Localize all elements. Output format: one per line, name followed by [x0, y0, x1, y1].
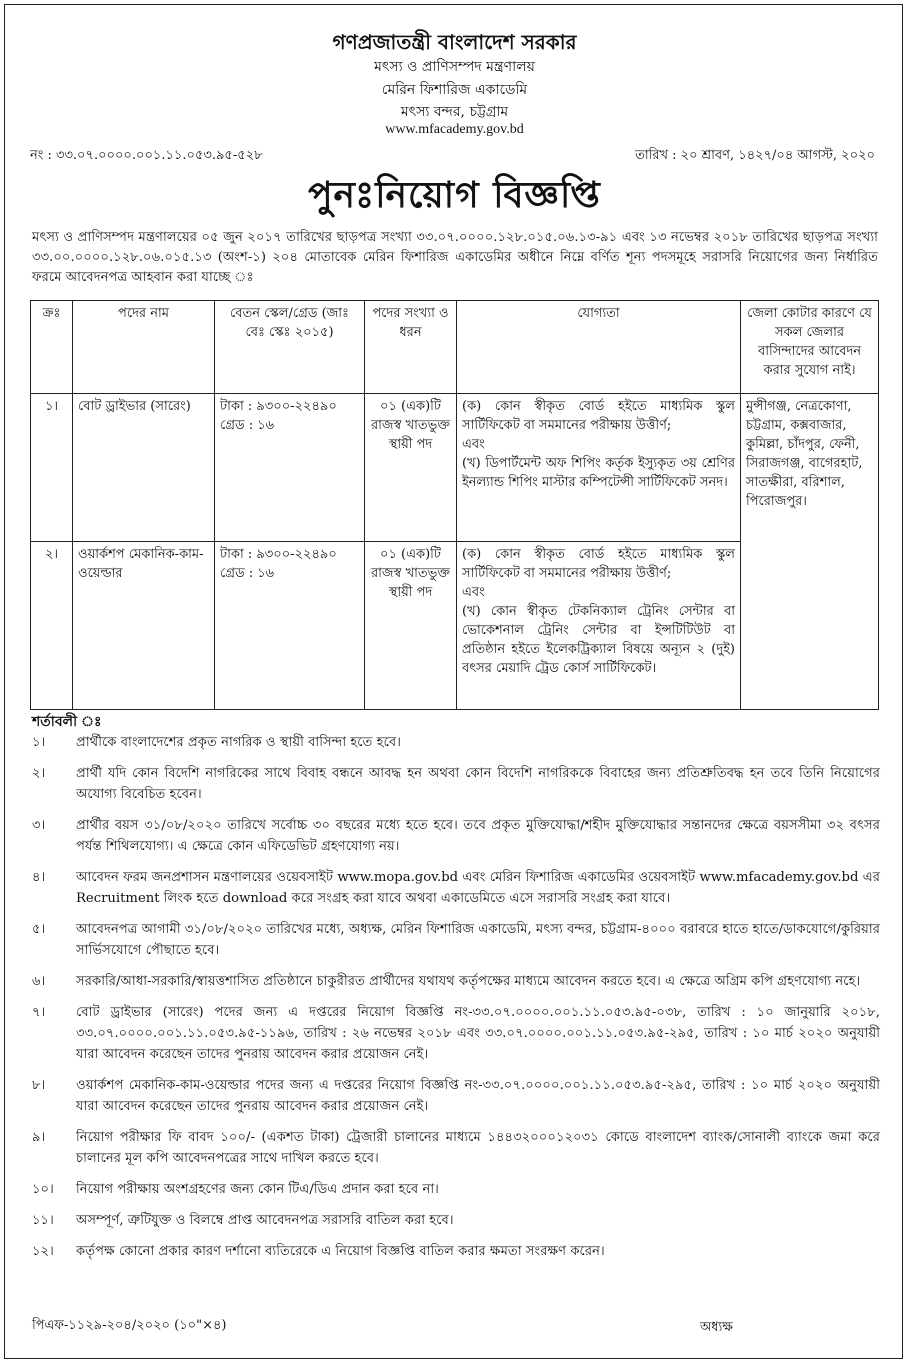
- notice-date: তারিখ : ২০ শ্রাবণ, ১৪২৭/০৪ আগস্ট, ২০২০: [635, 148, 875, 163]
- condition-number: ৪।: [32, 870, 46, 885]
- academy-website: www.mfacademy.gov.bd: [385, 122, 524, 137]
- condition-text: আবেদন ফরম জনপ্রশাসন মন্ত্রণালয়ের ওয়েবসাইট www.mopa.gov.bd এবং মেরিন ফিশারিজ একাডেমির ওয়েবসাইট www.mfacademy.gov.bd এর Recruitment লিংক হতে download করে সংগ্রহ করা যাবে অথবা একাডেমিতে এসে সরাসরি সংগ্রহ করা যাবে।: [76, 870, 880, 906]
- list-item: [30, 1241, 880, 1262]
- condition-text: বোট ড্রাইভার (সারেং) পদের জন্য এ দপ্তরের নিয়োগ বিজ্ঞপ্তি নং-৩৩.০৭.০০০০.০০১.১১.০৫৩.৯৫-০৩৮, তারিখ : ১০ জানুয়ারি ২০১৮, ৩৩.০৭.০০০০.০০১.১১.০৫৩.৯৫-১১৯৬, তারিখ : ২৬ নভেম্বর ২০১৮ এবং ৩৩.০৭.০০০০.০০১.১১.০৫৩.৯৫-২৯৫, তারিখ : ১০ মার্চ ২০২০ অনুযায়ী যারা আবেদন করেছেন তাদের পুনরায় আবেদন করার প্রয়োজন নেই।: [76, 1005, 880, 1062]
- row-count: ০১ (এক)টি রাজস্ব খাতভুক্ত স্থায়ী পদ: [365, 542, 457, 710]
- conditions-heading: শর্তাবলী ঃ: [32, 714, 102, 730]
- list-item: [30, 732, 880, 753]
- list-item: [30, 815, 880, 857]
- qual-and: এবং: [462, 437, 485, 452]
- row-scale: [215, 394, 365, 542]
- condition-text: প্রার্থীকে বাংলাদেশের প্রকৃত নাগরিক ও স্থায়ী বাসিন্দা হতে হবে।: [76, 735, 401, 750]
- row-post: বোট ড্রাইভার (সারেং): [73, 394, 215, 542]
- academy-address: মৎস্য বন্দর, চট্টগ্রাম: [400, 104, 509, 120]
- header-scale: বেতন স্কেল/গ্রেড (জাঃ বেঃ স্কেঃ ২০১৫): [215, 301, 365, 394]
- condition-text: প্রার্থী যদি কোন বিদেশি নাগরিকের সাথে বিবাহ বন্ধনে আবদ্ধ হন অথবা কোন বিদেশি নাগরিককে বিবাহের জন্য প্রতিশ্রুতিবদ্ধ হন তবে তিনি নিয়োগের অযোগ্য বিবেচিত হবেন।: [76, 766, 880, 802]
- posts-table: [30, 300, 879, 710]
- condition-number: ৬।: [32, 974, 46, 989]
- table-row: [31, 394, 879, 542]
- condition-text: নিয়োগ পরীক্ষার ফি বাবদ ১০০/- (একশত টাকা) ট্রেজারী চালানের মাধ্যমে ১৪৪৩২০০০১২০৩১ কোডে বাংলাদেশ ব্যাংক/সোনালী ব্যাংকে জমা করে চালানের মূল কপি আবেদনপত্রের সাথে দাখিল করতে হবে।: [76, 1130, 880, 1166]
- condition-number: ১।: [32, 735, 46, 750]
- condition-number: ৯।: [32, 1130, 46, 1145]
- condition-number: ৮।: [32, 1078, 46, 1093]
- condition-text: অসম্পূর্ণ, ত্রুটিযুক্ত ও বিলম্বে প্রাপ্ত আবেদনপত্র সরাসরি বাতিল করা হবে।: [76, 1213, 454, 1228]
- condition-number: ২।: [32, 766, 46, 781]
- condition-text: কর্তৃপক্ষ কোনো প্রকার কারণ দর্শানো ব্যতিরেকে এ নিয়োগ বিজ্ঞপ্তি বাতিল করার ক্ষমতা সংরক্ষণ করেন।: [76, 1244, 605, 1259]
- form-code: পিএফ-১১২৯-২০৪/২০২০ (১০"×৪): [32, 1318, 227, 1333]
- row-qualification: [457, 542, 741, 710]
- row-serial: ২।: [31, 542, 73, 710]
- quota-districts: মুন্সীগঞ্জ, নেত্রকোণা, চট্টগ্রাম, কক্সবাজার, কুমিল্লা, চাঁদপুর, ফেনী, সিরাজগঞ্জ, বাগেরহাট, সাতক্ষীরা, বরিশাল, পিরোজপুর।: [741, 394, 879, 710]
- qual-a: (ক) কোন স্বীকৃত বোর্ড হইতে মাধ্যমিক স্কুল সার্টিফিকেট বা সমমানের পরীক্ষায় উত্তীর্ণ;: [462, 547, 735, 581]
- header-post: পদের নাম: [73, 301, 215, 394]
- condition-number: ১২।: [32, 1244, 54, 1259]
- header-serial: ক্রঃ: [31, 301, 73, 394]
- condition-number: ৭।: [32, 1005, 46, 1020]
- condition-number: ১০।: [32, 1182, 54, 1197]
- condition-text: আবেদনপত্র আগামী ৩১/০৮/২০২০ তারিখের মধ্যে, অধ্যক্ষ, মেরিন ফিশারিজ একাডেমি, মৎস্য বন্দর, চট্টগ্রাম-৪০০০ বরাবরে হাতে হাতে/ডাকযোগে/কুরিয়ার সার্ভিসযোগে পৌছাতে হবে।: [76, 922, 880, 958]
- signature-title: অধ্যক্ষ: [700, 1320, 733, 1335]
- list-item: [30, 867, 880, 909]
- list-item: [30, 971, 880, 992]
- row-serial: ১।: [31, 394, 73, 542]
- intro-paragraph: মৎস্য ও প্রাণিসম্পদ মন্ত্রণালয়ের ০৫ জুন ২০১৭ তারিখের ছাড়পত্র সংখ্যা ৩৩.০৭.০০০০.১২৮.০১৫.০৬.১৩-৯১ এবং ১৩ নভেম্বর ২০১৮ তারিখের ছাড়পত্র সংখ্যা ৩৩.০০.০০০০.১২৮.০৬.০১৫.১৩ (অংশ-১) ২০৪ মোতাবেক মেরিন ফিশারিজ একাডেমির অধীনে নিম্নে বর্ণিত শূন্য পদসমূহে সরাসরি নিয়োগের জন্য নির্ধারিত ফরমে আবেদনপত্র আহবান করা যাচ্ছে ঃ: [32, 230, 878, 285]
- condition-text: নিয়োগ পরীক্ষায় অংশগ্রহণের জন্য কোন টিএ/ডিএ প্রদান করা হবে না।: [76, 1182, 439, 1197]
- row-count: ০১ (এক)টি রাজস্ব খাতভুক্ত স্থায়ী পদ: [365, 394, 457, 542]
- row-qualification: [457, 394, 741, 542]
- list-item: [30, 763, 880, 805]
- header-qualification: যোগ্যতা: [457, 301, 741, 394]
- ministry-name: মৎস্য ও প্রাণিসম্পদ মন্ত্রণালয়: [374, 59, 535, 75]
- memo-number: নং : ৩৩.০৭.০০০০.০০১.১১.০৫৩.৯৫-৫২৮: [30, 148, 263, 163]
- condition-text: প্রার্থীর বয়স ৩১/০৮/২০২০ তারিখে সর্বোচ্চ ৩০ বছরের মধ্যে হতে হবে। তবে প্রকৃত মুক্তিযোদ্ধা/শহীদ মুক্তিযোদ্ধার সন্তানদের ক্ষেত্রে বয়সসীমা ৩২ বৎসর পর্যন্ত শিথিলযোগ্য। এ ক্ষেত্রে কোন এফিডেভিট গ্রহণযোগ্য নয়।: [76, 818, 880, 854]
- condition-number: ৫।: [32, 922, 46, 937]
- row-pay: টাকা : ৯৩০০-২২৪৯০: [220, 547, 337, 562]
- row-post: ওয়ার্কশপ মেকানিক-কাম-ওয়েল্ডার: [73, 542, 215, 710]
- row-grade: গ্রেড : ১৬: [220, 418, 275, 433]
- condition-text: সরকারি/আধা-সরকারি/স্বায়ত্তশাসিত প্রতিষ্ঠানে চাকুরীরত প্রার্থীদের যথাযথ কর্তৃপক্ষের মাধ্যমে আবেদন করতে হবে। এ ক্ষেত্রে অগ্রিম কপি গ্রহণযোগ্য নহে।: [76, 974, 861, 989]
- condition-text: ওয়ার্কশপ মেকানিক-কাম-ওয়েল্ডার পদের জন্য এ দপ্তরের নিয়োগ বিজ্ঞপ্তি নং-৩৩.০৭.০০০০.০০১.১১.০৫৩.৯৫-২৯৫, তারিখ : ১০ মার্চ ২০২০ অনুযায়ী যারা আবেদন করেছেন তাদের পুনরায় আবেদন করার প্রয়োজন নেই।: [76, 1078, 880, 1114]
- notice-title: পুনঃনিয়োগ বিজ্ঞপ্তি: [308, 174, 601, 216]
- academy-name: মেরিন ফিশারিজ একাডেমি: [381, 82, 528, 98]
- qual-a: (ক) কোন স্বীকৃত বোর্ড হইতে মাধ্যমিক স্কুল সার্টিফিকেট বা সমমানের পরীক্ষায় উত্তীর্ণ;: [462, 399, 735, 433]
- table-header-row: [31, 301, 879, 394]
- list-item: [30, 919, 880, 961]
- condition-number: ৩।: [32, 818, 46, 833]
- qual-and: এবং: [462, 585, 485, 600]
- list-item: [30, 1210, 880, 1231]
- conditions-list: [30, 732, 880, 1272]
- list-item: [30, 1075, 880, 1117]
- row-pay: টাকা : ৯৩০০-২২৪৯০: [220, 399, 337, 414]
- header-quota: জেলা কোটার কারণে যে সকল জেলার বাসিন্দাদের আবেদন করার সুযোগ নাই।: [741, 301, 879, 394]
- list-item: [30, 1179, 880, 1200]
- qual-b: (খ) ডিপার্টমেন্ট অফ শিপিং কর্তৃক ইস্যুকৃত ৩য় শ্রেণির ইনল্যান্ড শিপিং মাস্টার কম্পিটেন্সী সার্টিফিকেট সনদ।: [462, 456, 735, 490]
- header-count: পদের সংখ্যা ও ধরন: [365, 301, 457, 394]
- row-grade: গ্রেড : ১৬: [220, 566, 275, 581]
- qual-b: (খ) কোন স্বীকৃত টেকনিক্যাল ট্রেনিং সেন্টার বা ভোকেশনাল ট্রেনিং সেন্টার বা ইন্সটিটিউট বা প্রতিষ্ঠান হইতে ইলেকট্রিক্যাল বিষয়ে অন্যূন ২ (দুই) বৎসর মেয়াদি ট্রেড কোর্স সার্টিফিকেট।: [462, 604, 735, 676]
- list-item: [30, 1127, 880, 1169]
- row-scale: [215, 542, 365, 710]
- condition-number: ১১।: [32, 1213, 54, 1228]
- list-item: [30, 1002, 880, 1065]
- government-name: গণপ্রজাতন্ত্রী বাংলাদেশ সরকার: [332, 30, 577, 54]
